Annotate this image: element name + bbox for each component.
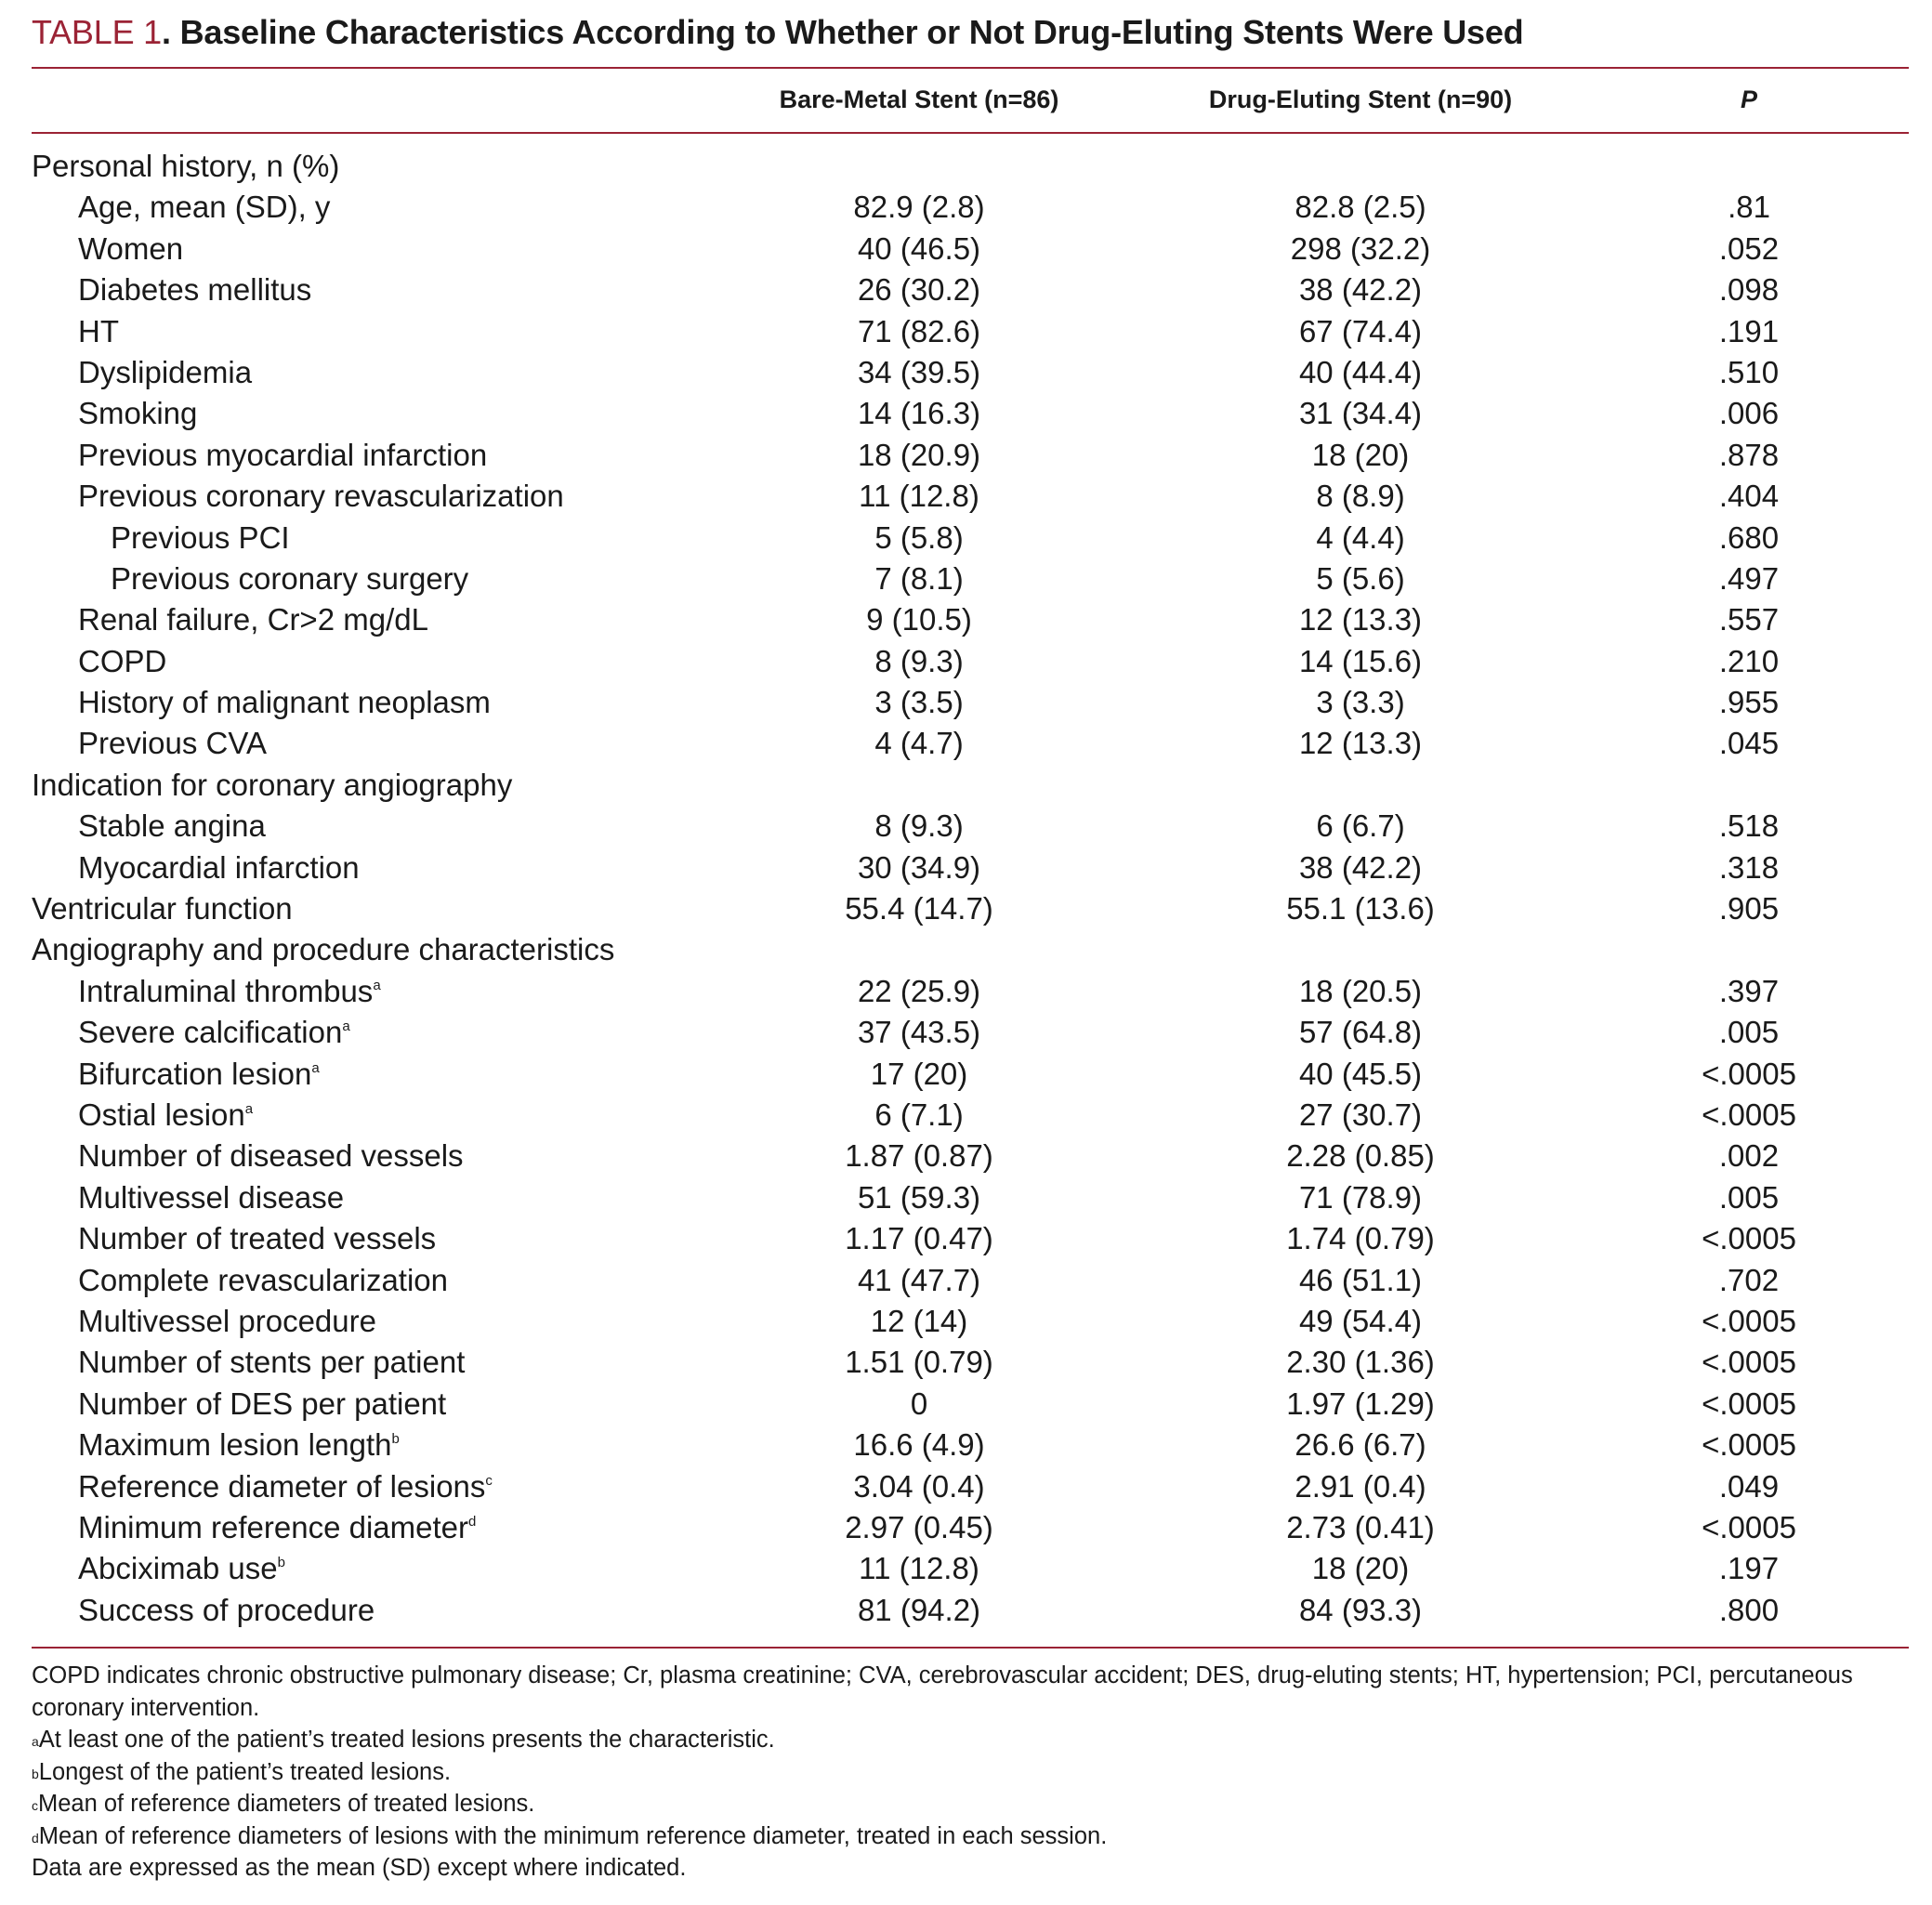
row-label-text: Maximum lesion length: [78, 1427, 392, 1463]
row-label: [78, 479, 564, 514]
cell-drug-eluting: 18 (20): [1311, 1551, 1410, 1586]
footnote-text: COPD indicates chronic obstructive pulmonary disease; Cr, plasma creatinine; CVA, cerebrovascular accident; DES, drug-eluting stents; HT, hypertension; PCI, percutaneous coronary intervention.: [32, 1662, 1853, 1721]
cell-p-value: <.0005: [1702, 1097, 1796, 1132]
cell-drug-eluting: 82.8 (2.5): [1295, 190, 1426, 225]
cell-p-value: .005: [1718, 1179, 1780, 1215]
row-label-text: History of malignant neoplasm: [78, 685, 491, 720]
row-label-text: Success of procedure: [78, 1592, 375, 1627]
cell-p-value: .006: [1718, 396, 1780, 431]
cell-drug-eluting: 67 (74.4): [1298, 313, 1423, 348]
footnote-letter: b: [32, 1766, 39, 1781]
row-label-text: Intraluminal thrombus: [78, 973, 374, 1008]
table-row: [32, 1097, 1909, 1138]
row-label-text: Number of stents per patient: [78, 1345, 466, 1380]
cell-bare-metal: 51 (59.3): [857, 1179, 981, 1215]
row-label-text: Previous PCI: [111, 519, 290, 555]
table-row: [32, 1469, 1909, 1510]
cell-bare-metal: 12 (14): [870, 1303, 968, 1338]
cell-drug-eluting: 5 (5.6): [1316, 560, 1405, 596]
table-row: [32, 726, 1909, 767]
table-row: [32, 314, 1909, 355]
footnote-marker: a: [311, 1059, 320, 1076]
row-label: [78, 1427, 400, 1463]
row-label-text: Multivessel procedure: [78, 1303, 376, 1338]
cell-bare-metal: 0: [910, 1386, 928, 1421]
cell-p-value: .955: [1718, 685, 1780, 720]
cell-bare-metal: 4 (4.7): [874, 726, 964, 761]
cell-p-value: <.0005: [1702, 1386, 1796, 1421]
table-row: [32, 1138, 1909, 1179]
row-label: [78, 396, 197, 431]
footnote-text: Mean of reference diameters of treated lesions.: [38, 1791, 535, 1817]
footnote: [32, 1820, 1909, 1853]
row-label-text: Previous CVA: [78, 726, 267, 761]
row-label-text: Indication for coronary angiography: [32, 767, 513, 802]
table-row: [32, 850, 1909, 891]
footnote-text: Longest of the patient’s treated lesions.: [38, 1758, 452, 1785]
table-row: [32, 272, 1909, 313]
footnote-marker: a: [342, 1018, 350, 1035]
table-row: [32, 1304, 1909, 1345]
row-label: [32, 768, 512, 803]
cell-drug-eluting: 40 (45.5): [1298, 1056, 1423, 1091]
row-label-text: Ventricular function: [32, 891, 293, 926]
cell-drug-eluting: 6 (6.7): [1316, 808, 1405, 844]
column-header-bare-metal: Bare-Metal Stent (n=86): [779, 85, 1059, 113]
cell-drug-eluting: 27 (30.7): [1298, 1097, 1423, 1132]
cell-drug-eluting: 2.73 (0.41): [1286, 1509, 1435, 1544]
table-row: [32, 231, 1909, 272]
cell-drug-eluting: 38 (42.2): [1298, 272, 1423, 308]
cell-bare-metal: 9 (10.5): [866, 602, 972, 637]
footnote-marker: b: [391, 1431, 400, 1448]
row-label: [78, 974, 381, 1009]
cell-bare-metal: 8 (9.3): [874, 643, 964, 678]
row-label-text: Complete revascularization: [78, 1262, 449, 1297]
row-label-text: Angiography and procedure characteristics: [32, 932, 615, 967]
table-row: [32, 149, 1909, 190]
cell-drug-eluting: 40 (44.4): [1298, 354, 1423, 389]
cell-bare-metal: 16.6 (4.9): [853, 1427, 985, 1463]
row-label: [78, 1345, 465, 1380]
row-label: [78, 231, 183, 267]
footnote-letter: d: [32, 1830, 39, 1846]
cell-drug-eluting: 12 (13.3): [1298, 602, 1423, 637]
row-label: [78, 1057, 320, 1092]
cell-p-value: <.0005: [1702, 1056, 1796, 1091]
cell-drug-eluting: 18 (20.5): [1298, 973, 1423, 1008]
cell-drug-eluting: 2.28 (0.85): [1286, 1138, 1435, 1174]
cell-bare-metal: 1.51 (0.79): [845, 1345, 993, 1380]
row-label: [78, 1510, 476, 1545]
row-label: [78, 190, 330, 225]
cell-bare-metal: 18 (20.9): [857, 437, 981, 472]
title-separator: .: [162, 13, 171, 51]
footnote-text: Mean of reference diameters of lesions with the minimum reference diameter, treated in each session.: [38, 1822, 1108, 1849]
bottom-rule: [32, 1647, 1909, 1649]
cell-drug-eluting: 1.97 (1.29): [1286, 1386, 1435, 1421]
cell-p-value: .049: [1718, 1468, 1780, 1504]
row-label-text: Dyslipidemia: [78, 354, 253, 389]
cell-p-value: <.0005: [1702, 1509, 1796, 1544]
row-label: [78, 808, 266, 844]
cell-drug-eluting: 298 (32.2): [1290, 230, 1431, 266]
table-row: [32, 932, 1909, 973]
row-label: [78, 1138, 464, 1174]
row-label: [78, 850, 360, 886]
table-row: [32, 644, 1909, 685]
row-label: [78, 355, 252, 390]
cell-drug-eluting: 12 (13.3): [1298, 726, 1423, 761]
cell-p-value: .098: [1718, 272, 1780, 308]
cell-p-value: .680: [1718, 519, 1780, 555]
cell-p-value: .81: [1728, 190, 1770, 225]
cell-bare-metal: 2.97 (0.45): [845, 1509, 993, 1544]
row-label-text: Personal history, n (%): [32, 149, 340, 183]
cell-p-value: .318: [1718, 849, 1780, 885]
footnote-marker: d: [467, 1513, 477, 1530]
footnote-marker: c: [485, 1472, 493, 1489]
cell-bare-metal: 14 (16.3): [857, 396, 981, 431]
table-title-text: Baseline Characteristics According to Whether or Not Drug-Eluting Stents Were Used: [170, 13, 1524, 51]
row-label: [78, 272, 311, 308]
cell-p-value: .045: [1718, 726, 1780, 761]
table-row: [32, 190, 1909, 230]
table-row: [32, 1180, 1909, 1221]
row-label-text: Number of diseased vessels: [78, 1138, 464, 1174]
table-footnotes: [32, 1660, 1909, 1885]
table-header: [32, 67, 1909, 132]
row-label-text: Previous coronary surgery: [111, 560, 469, 596]
row-label: [78, 1593, 375, 1628]
cell-p-value: .052: [1718, 230, 1780, 266]
row-label-text: Multivessel disease: [78, 1179, 345, 1215]
cell-p-value: .002: [1718, 1138, 1780, 1174]
cell-p-value: .404: [1718, 479, 1780, 514]
row-label-text: Minimum reference diameter: [78, 1509, 468, 1544]
cell-bare-metal: 7 (8.1): [874, 560, 964, 596]
row-label: [32, 149, 339, 184]
cell-drug-eluting: 46 (51.1): [1298, 1262, 1423, 1297]
footnote: [32, 1724, 1909, 1756]
cell-bare-metal: 17 (20): [870, 1056, 968, 1091]
table-row: [32, 355, 1909, 396]
cell-bare-metal: 40 (46.5): [857, 230, 981, 266]
cell-bare-metal: 55.4 (14.7): [845, 891, 993, 926]
header-rule: [32, 132, 1909, 134]
row-label-text: Abciximab use: [78, 1551, 278, 1586]
cell-bare-metal: 34 (39.5): [857, 354, 981, 389]
footnote-marker: b: [277, 1555, 285, 1571]
row-label: [32, 891, 293, 926]
cell-bare-metal: 22 (25.9): [857, 973, 981, 1008]
table-row: [32, 974, 1909, 1015]
cell-drug-eluting: 57 (64.8): [1298, 1015, 1423, 1050]
row-label: [78, 438, 487, 473]
table-row: [32, 808, 1909, 849]
cell-p-value: .191: [1718, 313, 1780, 348]
footnote-letter: c: [32, 1798, 38, 1813]
row-label: [78, 1015, 350, 1050]
cell-drug-eluting: 31 (34.4): [1298, 396, 1423, 431]
cell-bare-metal: 30 (34.9): [857, 849, 981, 885]
cell-drug-eluting: 1.74 (0.79): [1286, 1221, 1435, 1256]
row-label-text: Number of treated vessels: [78, 1221, 437, 1256]
cell-bare-metal: 41 (47.7): [857, 1262, 981, 1297]
column-header-drug-eluting: Drug-Eluting Stent (n=90): [1208, 85, 1513, 113]
cell-p-value: .702: [1718, 1262, 1780, 1297]
row-label: [78, 1221, 436, 1256]
cell-drug-eluting: 2.30 (1.36): [1286, 1345, 1435, 1380]
footnote-letter: a: [32, 1734, 39, 1749]
row-label-text: Age, mean (SD), y: [78, 190, 331, 225]
table-row: [32, 1015, 1909, 1056]
cell-bare-metal: 3 (3.5): [874, 685, 964, 720]
cell-drug-eluting: 71 (78.9): [1298, 1179, 1423, 1215]
row-label: [78, 1304, 376, 1339]
cell-drug-eluting: 18 (20): [1311, 437, 1410, 472]
cell-p-value: <.0005: [1702, 1303, 1796, 1338]
cell-p-value: .510: [1718, 354, 1780, 389]
footnote-marker: a: [244, 1100, 254, 1117]
table-row: [32, 1427, 1909, 1468]
cell-drug-eluting: 3 (3.3): [1316, 685, 1405, 720]
table-row: [32, 685, 1909, 726]
cell-p-value: <.0005: [1702, 1345, 1796, 1380]
table-row: [32, 602, 1909, 643]
table-row: [32, 1551, 1909, 1592]
row-label: [78, 1180, 344, 1215]
cell-p-value: .800: [1718, 1592, 1780, 1627]
row-label-text: COPD: [78, 643, 167, 678]
cell-drug-eluting: 4 (4.4): [1316, 519, 1405, 555]
cell-p-value: .557: [1718, 602, 1780, 637]
cell-bare-metal: 1.87 (0.87): [845, 1138, 993, 1174]
cell-bare-metal: 1.17 (0.47): [845, 1221, 993, 1256]
row-label-text: Smoking: [78, 396, 198, 431]
table-row: [32, 1593, 1909, 1634]
table-row: [32, 1221, 1909, 1262]
footnote: [32, 1852, 1909, 1885]
row-label: [78, 602, 428, 637]
table-row: [32, 1386, 1909, 1427]
table-row: [32, 891, 1909, 932]
cell-bare-metal: 82.9 (2.8): [853, 190, 985, 225]
cell-bare-metal: 11 (12.8): [859, 479, 979, 514]
cell-drug-eluting: 8 (8.9): [1316, 479, 1405, 514]
row-label: [78, 1551, 285, 1586]
row-label: [32, 932, 614, 967]
cell-drug-eluting: 14 (15.6): [1298, 643, 1423, 678]
row-label: [78, 644, 166, 679]
row-label: [111, 561, 468, 597]
footnote-text: Data are expressed as the mean (SD) except where indicated.: [32, 1855, 687, 1881]
table-row: [32, 561, 1909, 602]
footnote: [32, 1660, 1909, 1724]
cell-bare-metal: 71 (82.6): [857, 313, 981, 348]
cell-p-value: .878: [1718, 437, 1780, 472]
row-label: [78, 1469, 493, 1504]
cell-bare-metal: 26 (30.2): [857, 272, 981, 308]
footnote: [32, 1788, 1909, 1820]
cell-p-value: .197: [1718, 1551, 1780, 1586]
row-label-text: HT: [78, 313, 119, 348]
cell-bare-metal: 3.04 (0.4): [853, 1468, 985, 1504]
footnote: [32, 1756, 1909, 1789]
cell-drug-eluting: 2.91 (0.4): [1295, 1468, 1426, 1504]
table-row: [32, 1057, 1909, 1097]
cell-drug-eluting: 55.1 (13.6): [1286, 891, 1435, 926]
row-label: [78, 726, 267, 761]
cell-bare-metal: 11 (12.8): [859, 1551, 979, 1586]
cell-p-value: .518: [1718, 808, 1780, 844]
cell-bare-metal: 81 (94.2): [857, 1592, 981, 1627]
footnote-text: At least one of the patient’s treated lesions presents the characteristic.: [38, 1727, 775, 1753]
cell-p-value: .905: [1718, 891, 1780, 926]
cell-p-value: .005: [1718, 1015, 1780, 1050]
cell-p-value: .497: [1718, 560, 1780, 596]
row-label-text: Stable angina: [78, 808, 266, 844]
row-label: [78, 314, 119, 349]
table-label: TABLE 1: [32, 13, 162, 51]
cell-bare-metal: 8 (9.3): [874, 808, 964, 844]
row-label-text: Reference diameter of lesions: [78, 1468, 486, 1504]
table-row: [32, 520, 1909, 561]
table-row: [32, 1263, 1909, 1304]
cell-bare-metal: 5 (5.8): [874, 519, 964, 555]
table-row: [32, 479, 1909, 519]
row-label: [78, 1097, 253, 1133]
row-label-text: Number of DES per patient: [78, 1386, 447, 1421]
cell-bare-metal: 6 (7.1): [874, 1097, 964, 1132]
row-label-text: Ostial lesion: [78, 1097, 245, 1132]
row-label: [111, 520, 290, 556]
table-row: [32, 396, 1909, 437]
row-label-text: Severe calcification: [78, 1015, 343, 1050]
row-label-text: Previous myocardial infarction: [78, 437, 488, 472]
table-row: [32, 1345, 1909, 1386]
cell-p-value: .210: [1718, 643, 1780, 678]
cell-drug-eluting: 49 (54.4): [1298, 1303, 1423, 1338]
cell-p-value: .397: [1718, 973, 1780, 1008]
row-label-text: Renal failure, Cr>2 mg/dL: [78, 602, 428, 637]
cell-p-value: <.0005: [1702, 1427, 1796, 1463]
row-label: [78, 685, 491, 720]
row-label-text: Diabetes mellitus: [78, 272, 312, 308]
row-label-text: Women: [78, 230, 184, 266]
table-row: [32, 438, 1909, 479]
cell-p-value: <.0005: [1702, 1221, 1796, 1256]
row-label-text: Myocardial infarction: [78, 849, 360, 885]
cell-drug-eluting: 26.6 (6.7): [1295, 1427, 1426, 1463]
table-row: [32, 768, 1909, 808]
cell-drug-eluting: 84 (93.3): [1298, 1592, 1423, 1627]
footnote-marker: a: [373, 977, 381, 993]
cell-bare-metal: 37 (43.5): [857, 1015, 981, 1050]
table-title: [32, 13, 1523, 52]
table-row: [32, 1510, 1909, 1551]
row-label: [78, 1386, 446, 1422]
cell-drug-eluting: 38 (42.2): [1298, 849, 1423, 885]
column-header-p-value: P: [1740, 85, 1758, 113]
row-label-text: Previous coronary revascularization: [78, 479, 564, 514]
row-label-text: Bifurcation lesion: [78, 1056, 312, 1091]
row-label: [78, 1263, 448, 1298]
table-body: [32, 149, 1909, 1634]
